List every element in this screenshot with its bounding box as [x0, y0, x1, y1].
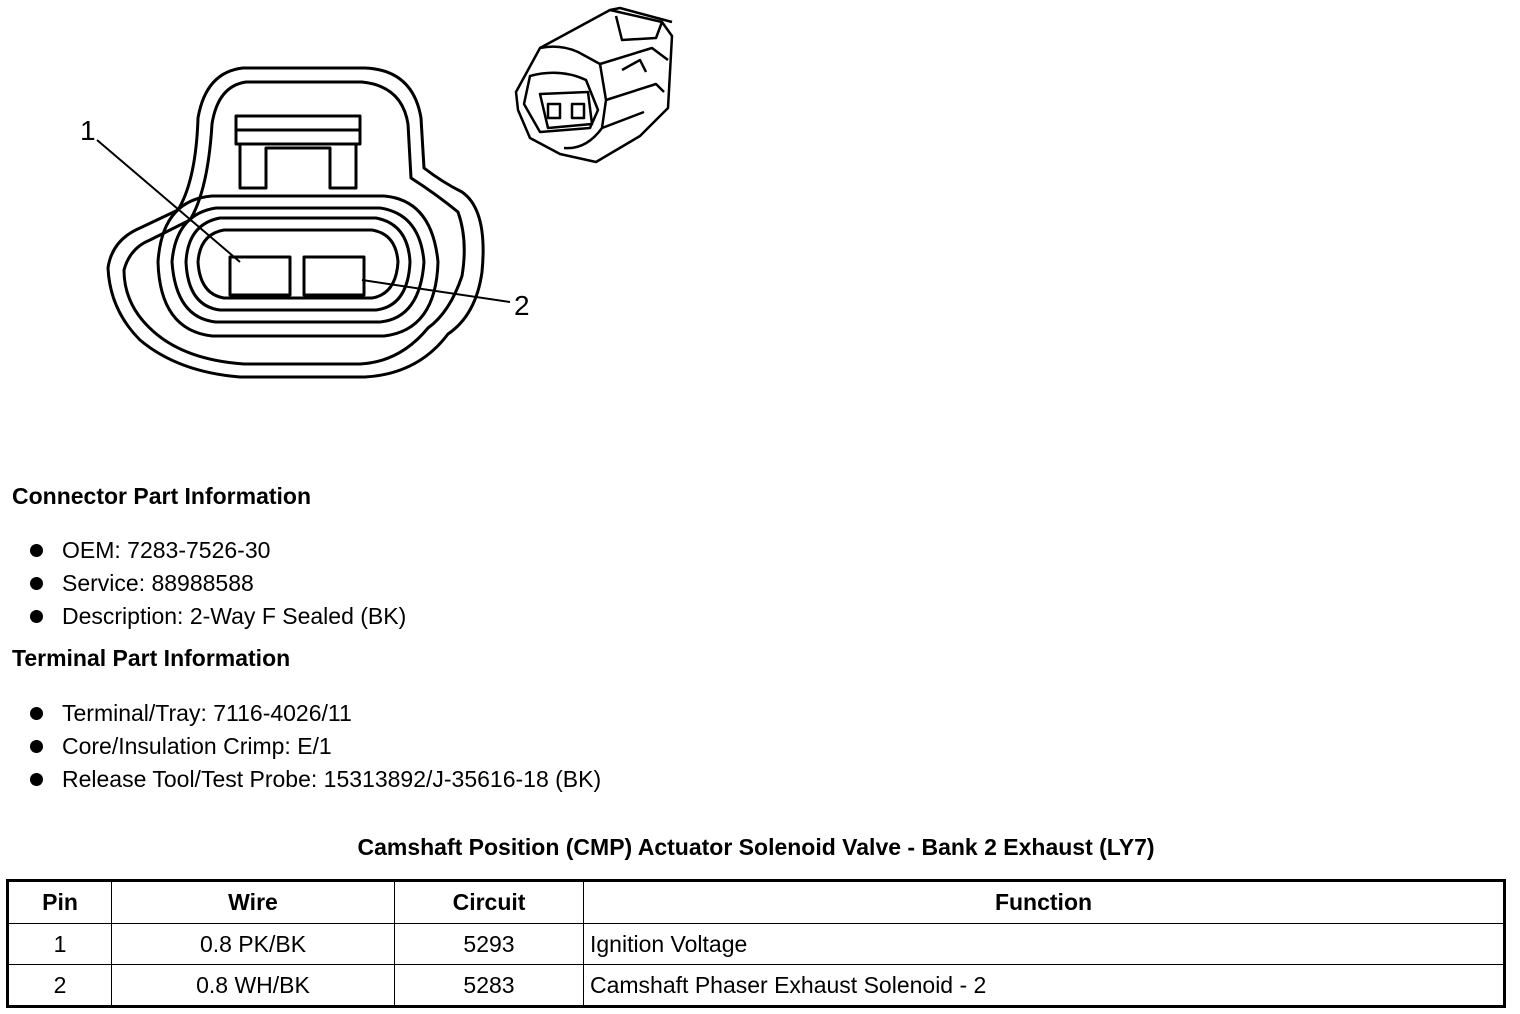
connector-info-heading: Connector Part Information: [12, 483, 312, 509]
terminal-info-list: [28, 697, 601, 796]
bullet-icon: [30, 610, 43, 623]
connector-diagram: [0, 0, 700, 400]
pin-table-title: Camshaft Position (CMP) Actuator Solenoid Valve - Bank 2 Exhaust (LY7): [357, 834, 1155, 860]
connector-description: Description: 2-Way F Sealed (BK): [62, 603, 407, 629]
terminal-tray: Terminal/Tray: 7116-4026/11: [62, 700, 352, 726]
table-row: [8, 965, 1505, 1007]
release-tool-test-probe: Release Tool/Test Probe: 15313892/J-35616-18 (BK): [62, 766, 602, 792]
connector-service: Service: 88988588: [62, 570, 254, 596]
header-circuit: Circuit: [395, 881, 584, 924]
list-item: [28, 697, 601, 730]
terminal-cavity-2: [304, 257, 364, 295]
list-item: [28, 534, 406, 567]
header-wire: Wire: [112, 881, 395, 924]
bullet-icon: [30, 577, 43, 590]
cell-wire: 0.8 WH/BK: [112, 965, 395, 1007]
table-row: [8, 924, 1505, 965]
list-item: [28, 763, 601, 796]
terminal-cavity-1: [230, 257, 290, 295]
pin-table: [6, 879, 1506, 1008]
terminal-info-heading: Terminal Part Information: [12, 645, 291, 671]
connector-perspective-view: [516, 8, 672, 162]
bullet-icon: [30, 740, 43, 753]
cell-pin: 2: [8, 965, 112, 1007]
cell-circuit: 5293: [395, 924, 584, 965]
pin-2-callout: 2: [514, 290, 530, 321]
core-insulation-crimp: Core/Insulation Crimp: E/1: [62, 733, 332, 759]
cell-circuit: 5283: [395, 965, 584, 1007]
connector-oem: OEM: 7283-7526-30: [62, 537, 271, 563]
header-function: Function: [584, 881, 1505, 924]
list-item: [28, 600, 406, 633]
bullet-icon: [30, 544, 43, 557]
list-item: [28, 730, 601, 763]
header-pin: Pin: [8, 881, 112, 924]
bullet-icon: [30, 773, 43, 786]
list-item: [28, 567, 406, 600]
bullet-icon: [30, 707, 43, 720]
cell-function: Camshaft Phaser Exhaust Solenoid - 2: [584, 965, 1505, 1007]
pin-1-callout: 1: [80, 115, 96, 146]
table-header-row: [8, 881, 1505, 924]
cell-function: Ignition Voltage: [584, 924, 1505, 965]
cell-pin: 1: [8, 924, 112, 965]
connector-info-list: [28, 534, 406, 633]
cell-wire: 0.8 PK/BK: [112, 924, 395, 965]
